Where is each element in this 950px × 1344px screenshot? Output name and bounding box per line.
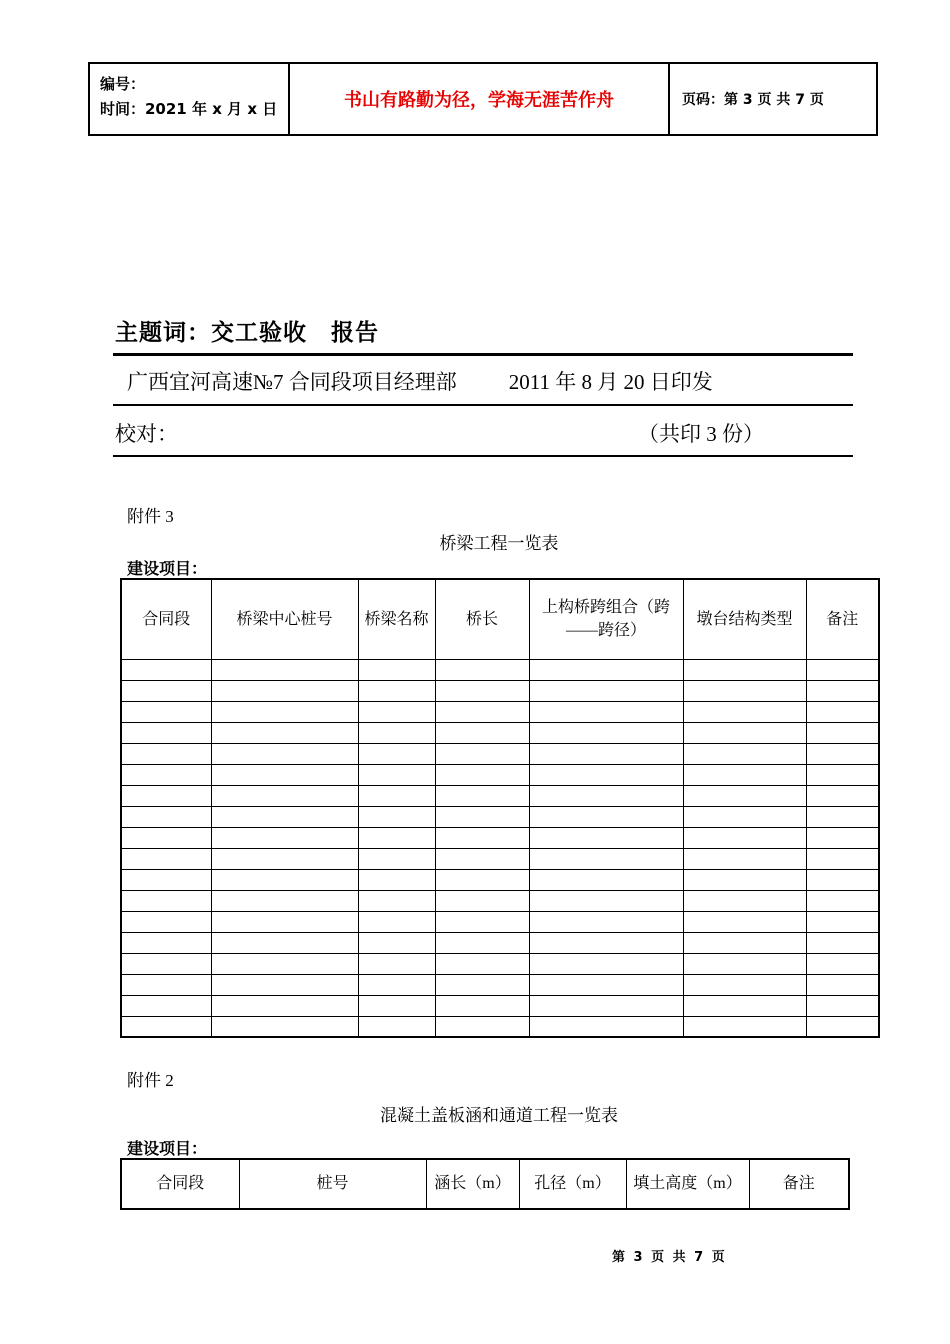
table-cell	[529, 869, 683, 890]
table-header-cell: 涵长（m）	[426, 1159, 519, 1209]
table-cell	[806, 995, 879, 1016]
table-cell	[358, 890, 435, 911]
table-cell	[435, 890, 529, 911]
table-cell	[435, 701, 529, 722]
table-header-cell: 孔径（m）	[519, 1159, 626, 1209]
table-cell	[435, 1016, 529, 1037]
table-cell	[358, 911, 435, 932]
divider-rule	[113, 455, 853, 457]
proofread-label: 校对：	[115, 422, 178, 446]
table-cell	[435, 785, 529, 806]
table-cell	[211, 659, 358, 680]
table-cell	[358, 995, 435, 1016]
divider-rule	[113, 404, 853, 406]
table-cell	[683, 890, 806, 911]
table-cell	[683, 659, 806, 680]
table-cell	[806, 827, 879, 848]
table-cell	[121, 659, 211, 680]
table-header-cell: 桥长	[435, 579, 529, 659]
table-cell	[121, 974, 211, 995]
table-cell	[806, 869, 879, 890]
table-cell	[211, 953, 358, 974]
table-row	[121, 995, 879, 1016]
doc-time-label: 时间：2021 年 x 月 x 日	[100, 99, 278, 118]
table-cell	[211, 890, 358, 911]
table-cell	[683, 743, 806, 764]
table-cell	[358, 1016, 435, 1037]
table-cell	[806, 911, 879, 932]
attachment3-label: 附件 3	[127, 507, 174, 526]
doc-number-label: 编号：	[100, 75, 146, 93]
table-header-cell: 墩台结构类型	[683, 579, 806, 659]
table-cell	[806, 848, 879, 869]
table-cell	[683, 701, 806, 722]
table-cell	[806, 764, 879, 785]
table-cell	[211, 848, 358, 869]
table-cell	[529, 848, 683, 869]
table-cell	[683, 932, 806, 953]
table-row	[121, 890, 879, 911]
table-cell	[121, 743, 211, 764]
table-cell	[529, 701, 683, 722]
table-cell	[683, 785, 806, 806]
table-cell	[529, 911, 683, 932]
proofread-line	[115, 418, 855, 448]
table-row	[121, 953, 879, 974]
table-cell	[683, 995, 806, 1016]
table-cell	[683, 953, 806, 974]
table-cell	[806, 932, 879, 953]
table-cell	[211, 743, 358, 764]
table-cell	[683, 1016, 806, 1037]
table-cell	[211, 911, 358, 932]
table-cell	[529, 743, 683, 764]
table-cell	[121, 764, 211, 785]
table-cell	[121, 785, 211, 806]
table-cell	[358, 785, 435, 806]
table-cell	[683, 806, 806, 827]
table-cell	[211, 869, 358, 890]
table-cell	[529, 890, 683, 911]
table-cell	[435, 722, 529, 743]
table-cell	[435, 680, 529, 701]
table-cell	[121, 890, 211, 911]
table-cell	[806, 722, 879, 743]
table-cell	[121, 1016, 211, 1037]
table-cell	[121, 827, 211, 848]
footer-page-info: 第 3 页 共 7 页	[612, 1250, 727, 1265]
table-header-cell: 桥梁名称	[358, 579, 435, 659]
subject-line: 主题词：交工验收 报告	[115, 320, 379, 346]
table-cell	[211, 1016, 358, 1037]
table-cell	[435, 995, 529, 1016]
table-cell	[806, 1016, 879, 1037]
table-cell	[683, 680, 806, 701]
table-cell	[211, 932, 358, 953]
table-header-cell: 备注	[806, 579, 879, 659]
table-cell	[211, 995, 358, 1016]
table-cell	[529, 827, 683, 848]
table-cell	[529, 932, 683, 953]
table-cell	[529, 764, 683, 785]
table-cell	[435, 848, 529, 869]
table-cell	[211, 722, 358, 743]
table-row	[121, 722, 879, 743]
table-row	[121, 743, 879, 764]
motto-text: 书山有路勤为径，学海无涯苦作舟	[290, 64, 670, 134]
table-header-cell: 备注	[749, 1159, 849, 1209]
table-cell	[211, 974, 358, 995]
table-cell	[358, 659, 435, 680]
table-cell	[358, 848, 435, 869]
table-cell	[806, 974, 879, 995]
table-cell	[806, 890, 879, 911]
attachment2-title: 混凝土盖板涵和通道工程一览表	[380, 1106, 618, 1125]
table-header-cell: 桥梁中心桩号	[211, 579, 358, 659]
table-cell	[211, 806, 358, 827]
page-number-label: 页码：第 3 页 共 7 页	[682, 92, 824, 108]
issue-date: 2011 年 8 月 20 日印发	[508, 370, 713, 394]
table-cell	[683, 869, 806, 890]
table-cell	[435, 974, 529, 995]
table-cell	[121, 680, 211, 701]
attachment3-title: 桥梁工程一览表	[439, 534, 559, 553]
table-cell	[529, 953, 683, 974]
table-cell	[683, 827, 806, 848]
table-cell	[529, 995, 683, 1016]
table-cell	[358, 953, 435, 974]
table-cell	[358, 974, 435, 995]
table-cell	[358, 932, 435, 953]
table-row	[121, 932, 879, 953]
table-cell	[121, 722, 211, 743]
table-header-cell: 合同段	[121, 1159, 239, 1209]
attachment2-label: 附件 2	[127, 1071, 174, 1090]
bridge-works-table	[120, 578, 880, 1038]
table-cell	[121, 953, 211, 974]
table-cell	[806, 680, 879, 701]
table-row	[121, 659, 879, 680]
table-cell	[211, 827, 358, 848]
table-cell	[121, 806, 211, 827]
table-cell	[806, 701, 879, 722]
table-cell	[529, 974, 683, 995]
table-header-cell: 桩号	[239, 1159, 426, 1209]
table-cell	[211, 680, 358, 701]
table-header-cell: 填土高度（m）	[626, 1159, 749, 1209]
table-cell	[358, 827, 435, 848]
culvert-works-table	[120, 1158, 850, 1210]
table-cell	[435, 869, 529, 890]
table-cell	[358, 869, 435, 890]
table-cell	[806, 806, 879, 827]
table-header-cell: 合同段	[121, 579, 211, 659]
copies-label: （共印 3 份）	[638, 422, 764, 446]
table-cell	[529, 806, 683, 827]
table-cell	[358, 743, 435, 764]
table-cell	[683, 764, 806, 785]
table-cell	[683, 974, 806, 995]
table-cell	[435, 932, 529, 953]
table-cell	[121, 911, 211, 932]
table-cell	[435, 659, 529, 680]
table-cell	[435, 806, 529, 827]
table-cell	[806, 953, 879, 974]
table-cell	[358, 701, 435, 722]
table-cell	[435, 743, 529, 764]
table-row	[121, 1016, 879, 1037]
table-cell	[529, 1016, 683, 1037]
document-header-box	[88, 62, 878, 136]
table-row	[121, 701, 879, 722]
table-row	[121, 974, 879, 995]
table-row	[121, 848, 879, 869]
table-cell	[435, 911, 529, 932]
table-cell	[211, 785, 358, 806]
table-cell	[529, 680, 683, 701]
issuer-org: 广西宜河高速№7 合同段项目经理部	[127, 370, 457, 394]
table-cell	[358, 764, 435, 785]
table-cell	[435, 764, 529, 785]
table-cell	[806, 659, 879, 680]
table-header-row	[121, 1159, 849, 1209]
table-row	[121, 785, 879, 806]
table-cell	[121, 848, 211, 869]
table-row	[121, 827, 879, 848]
table-cell	[435, 827, 529, 848]
table-cell	[211, 764, 358, 785]
table-cell	[529, 722, 683, 743]
divider-rule	[113, 353, 853, 356]
table-cell	[211, 701, 358, 722]
table-cell	[683, 722, 806, 743]
table-row	[121, 911, 879, 932]
table-cell	[529, 785, 683, 806]
table-cell	[121, 869, 211, 890]
header-left-cell	[90, 64, 290, 134]
table-header-cell: 上构桥跨组合（跨——跨径）	[529, 579, 683, 659]
table-cell	[529, 659, 683, 680]
table-cell	[435, 953, 529, 974]
table-row	[121, 680, 879, 701]
table-cell	[806, 743, 879, 764]
table-row	[121, 869, 879, 890]
table-cell	[358, 722, 435, 743]
table-cell	[358, 680, 435, 701]
table-row	[121, 806, 879, 827]
issuer-line	[127, 366, 713, 396]
table-cell	[358, 806, 435, 827]
table-cell	[121, 932, 211, 953]
table-cell	[121, 995, 211, 1016]
table-cell	[683, 848, 806, 869]
table-header-row	[121, 579, 879, 659]
table-cell	[683, 911, 806, 932]
table-cell	[121, 701, 211, 722]
table-row	[121, 764, 879, 785]
attachment3-project-label: 建设项目：	[127, 561, 208, 578]
attachment2-project-label: 建设项目：	[127, 1141, 208, 1158]
table-cell	[806, 785, 879, 806]
